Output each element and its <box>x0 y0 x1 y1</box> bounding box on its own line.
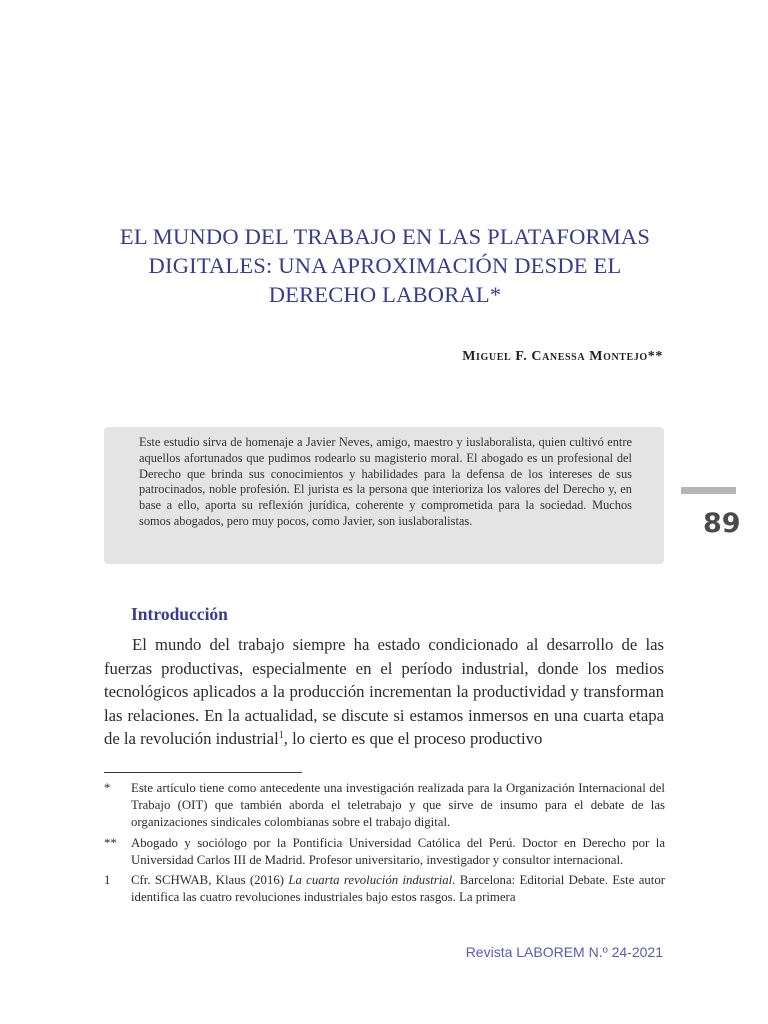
footnote-mark: ** <box>104 835 117 850</box>
article-title <box>100 222 670 309</box>
footnote-text: Este artículo tiene como antecedente una investigación realizada para la Organización Internacional del Trabajo (OIT) que también aborda el teletrabajo y que sirve de insumo para el debate de las organizaciones sindicales colombianas sobre el trabajo digital. <box>131 781 665 830</box>
title-line-1: EL MUNDO DEL TRABAJO EN LAS PLATAFORMAS <box>119 224 651 249</box>
footnote-text <box>131 872 665 906</box>
page-number: 89 <box>703 508 741 539</box>
journal-footer: Revista LABOREM N.º 24-2021 <box>465 944 663 960</box>
body-text-part-1: El mundo del trabajo siempre ha estado condicionado al desarrollo de las fuerzas productivas, especialmente en el período industrial, donde los medios tecnológicos aplicados a la producción incrementan la productividad y transforman las relaciones. En la actualidad, se discute si estamos inmersos en una cuarta etapa de la revolución industrial <box>104 635 664 748</box>
section-heading: Introducción <box>131 604 228 624</box>
footnote-item <box>104 835 665 869</box>
body-paragraph <box>104 633 664 751</box>
book-title: La cuarta revolución industrial. <box>288 873 456 888</box>
footnote-item <box>104 872 665 906</box>
footnote-text: Abogado y sociólogo por la Pontificia Universidad Católica del Perú. Doctor en Derecho por la Universidad Carlos III de Madrid. Profesor universitario, investigador y consultor internacional. <box>131 835 665 867</box>
body-text-part-2: , lo cierto es que el proceso productivo <box>283 729 543 748</box>
footnote-mark: 1 <box>104 873 111 888</box>
footnotes <box>104 780 665 909</box>
footnote-text-part: Barcelona: Editorial Debate. Este autor identifica las cuatro revoluciones industriales bajo estos rasgos. La primera <box>131 873 665 905</box>
footnote-mark: * <box>104 781 111 795</box>
footnote-divider <box>104 772 302 773</box>
page-marker-bar <box>681 487 736 494</box>
author-name: Miguel F. Canessa Montejo** <box>462 349 663 364</box>
title-line-2: DIGITALES: UNA APROXIMACIÓN DESDE EL <box>148 253 622 278</box>
dedication-box: Este estudio sirva de homenaje a Javier Neves, amigo, maestro y iuslaboralista, quien cultivó entre aquellos afortunados que pudimos rodearlo su magisterio moral. El abogado es un profesional del Derecho que brinda sus conocimientos y habilidades para la defensa de los intereses de sus patrocinados, noble profesión. El jurista es la persona que interioriza los valores del Derecho y, en base a ello, aporta su reflexión jurídica, coherente y comprometida para la sociedad. Muchos somos abogados, pero muy pocos, como Javier, son iuslaboralistas. <box>104 427 664 564</box>
footnote-reference[interactable]: 1 <box>278 730 284 741</box>
title-line-3: DERECHO LABORAL* <box>268 282 502 307</box>
footnote-item <box>104 780 665 832</box>
footnote-text-part: Cfr. SCHWAB, Klaus (2016) <box>131 873 289 888</box>
